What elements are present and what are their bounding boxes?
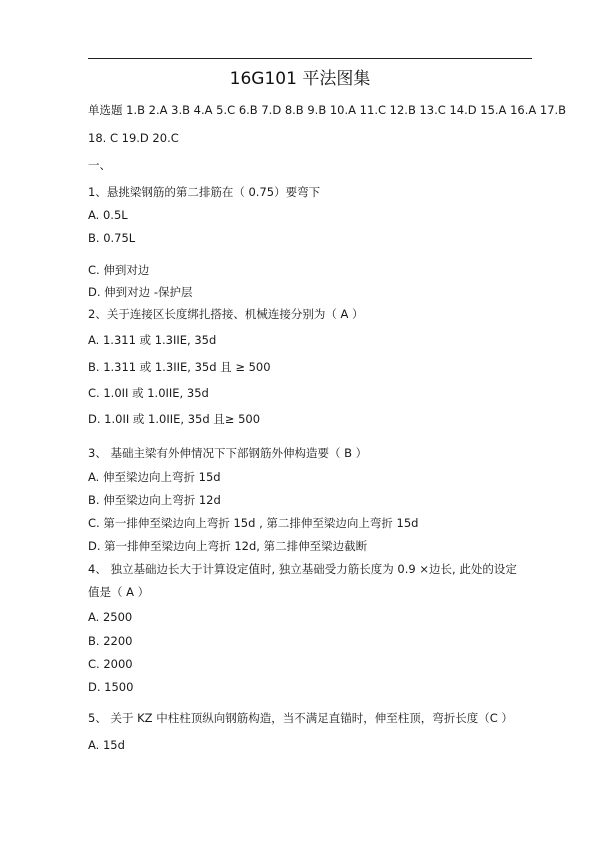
question-1-option-a: A. 0.5L	[88, 208, 128, 222]
question-4-option-c: C. 2000	[88, 657, 133, 671]
question-1-option-d: D. 伸到对边 -保护层	[88, 285, 193, 299]
question-4-option-d: D. 1500	[88, 680, 134, 694]
question-2-stem: 2、关于连接区长度绑扎搭接、机械连接分别为（ A ）	[88, 307, 364, 321]
question-4-option-b: B. 2200	[88, 634, 133, 648]
question-4-option-a: A. 2500	[88, 610, 133, 624]
question-2-option-c: C. 1.0II 或 1.0IIE, 35d	[88, 386, 209, 400]
question-5-option-a: A. 15d	[88, 738, 125, 752]
question-4-stem: 4、 独立基础边长大于计算设定值时, 独立基础受力筋长度为 0.9 ×边长, 此处的设定	[88, 562, 517, 576]
question-5-stem: 5、 关于 KZ 中柱柱顶纵向钢筋构造，当不满足直锚时，伸至柱顶，弯折长度（C ）	[88, 711, 513, 725]
question-1-option-b: B. 0.75L	[88, 231, 136, 245]
question-3-option-a: A. 伸至梁边向上弯折 15d	[88, 470, 221, 484]
header-rule	[88, 58, 532, 59]
question-2-option-a: A. 1.311 或 1.3IIE, 35d	[88, 333, 217, 347]
question-1-stem: 1、悬挑梁钢筋的第二排筋在（ 0.75）要弯下	[88, 185, 321, 199]
question-1-option-c: C. 伸到对边	[88, 263, 150, 277]
question-2-option-b: B. 1.311 或 1.3IIE, 35d 且 ≥ 500	[88, 360, 271, 374]
question-3-option-b: B. 伸至梁边向上弯折 12d	[88, 493, 221, 507]
answers-line-2: 18. C 19.D 20.C	[88, 131, 179, 145]
question-3-option-d: D. 第一排伸至梁边向上弯折 12d, 第二排伸至梁边截断	[88, 539, 368, 553]
question-2-option-d: D. 1.0II 或 1.0IIE, 35d 且≥ 500	[88, 412, 261, 426]
answers-line-1: 单选题 1.B 2.A 3.B 4.A 5.C 6.B 7.D 8.B 9.B 10.A 11.C 12.B 13.C 14.D 15.A 16.A 17.B	[88, 103, 567, 117]
section-heading: 一、	[88, 158, 111, 172]
page-title: 16G101 平法图集	[229, 69, 371, 89]
question-3-stem: 3、 基础主梁有外伸情况下下部钢筋外伸构造要（ B ）	[88, 446, 368, 460]
question-4-stem-continued: 值是（ A ）	[88, 585, 150, 599]
question-3-option-c: C. 第一排伸至梁边向上弯折 15d , 第二排伸至梁边向上弯折 15d	[88, 516, 419, 530]
